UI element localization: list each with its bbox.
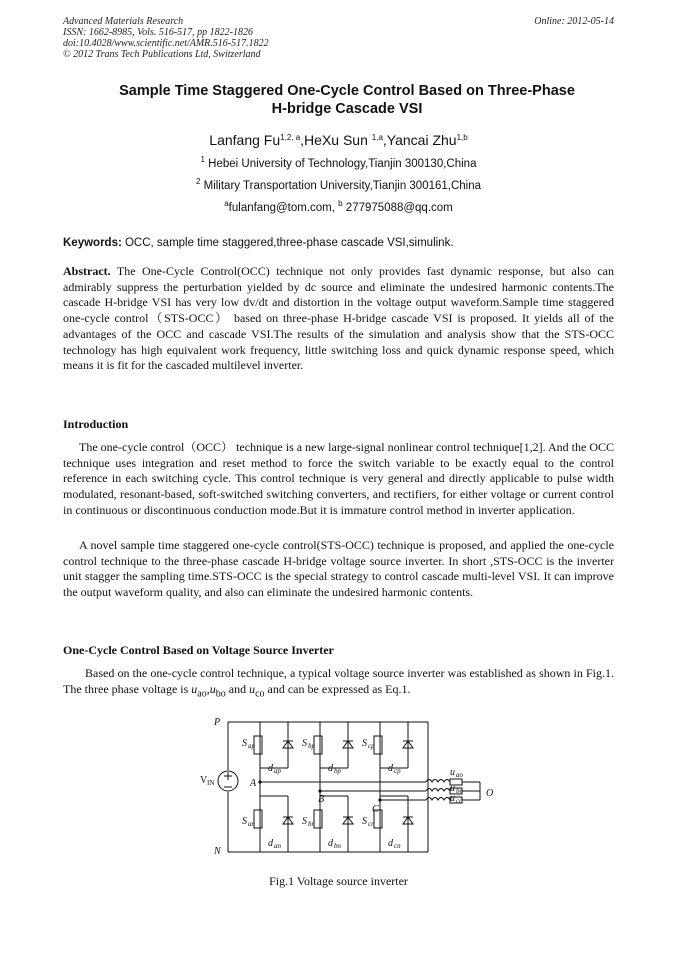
affiliation-2 <box>63 179 614 193</box>
phase-leg-a <box>254 722 293 852</box>
label-sub: bo <box>456 787 463 795</box>
label-dap: d <box>268 763 273 774</box>
label-sub: bp <box>334 767 341 775</box>
copyright: © 2012 Trans Tech Publications Ltd, Switzerland <box>63 49 261 60</box>
keywords-text: OCC, sample time staggered,three-phase cascade VSI,simulink. <box>121 237 454 249</box>
figure-1-inverter-circuit <box>190 712 510 862</box>
email-a[interactable]: fulanfang@tom.com, <box>228 202 339 214</box>
paper-title <box>80 82 614 118</box>
label-sub: ap <box>248 742 255 750</box>
label-sub: cp <box>368 742 375 750</box>
label-uao: u <box>450 767 455 778</box>
label-P: P <box>214 717 221 728</box>
inductor-b <box>426 789 450 792</box>
affiliation-sup: 1 <box>200 155 205 164</box>
label-sap: S <box>242 738 247 749</box>
label-sbn: S <box>302 816 307 827</box>
label-scp: S <box>362 738 367 749</box>
keywords-label: Keywords: <box>63 237 122 249</box>
title-line-2: H-bridge Cascade VSI <box>271 101 423 117</box>
label-B: B <box>318 794 325 805</box>
var-sub: co <box>255 688 265 700</box>
author-name: ,Yancai Zhu <box>382 132 457 148</box>
title-line-1: Sample Time Staggered One-Cycle Control Based on Three-Phase <box>119 83 575 99</box>
var-sub: bo <box>215 688 226 700</box>
label-sub: co <box>456 797 463 805</box>
label-O: O <box>486 788 494 799</box>
affiliation-text: Hebei University of Technology,Tianjin 300130,China <box>204 158 477 170</box>
label-dcn: d <box>388 838 393 849</box>
label-sub: cn <box>368 820 375 828</box>
email-sup: b <box>338 199 343 208</box>
label-sub: ap <box>274 767 281 775</box>
text-run: and <box>225 681 250 696</box>
author-emails <box>63 201 614 215</box>
label-C: C <box>372 804 379 815</box>
var-u: u <box>191 681 198 696</box>
phase-leg-b <box>314 722 353 852</box>
text-run: Based on the one-cycle control technique, a typical voltage source inverter was established as shown in Fig.1. The three phase voltage is <box>63 666 614 696</box>
var-u: u <box>209 681 216 696</box>
author-name: ,HeXu Sun <box>300 132 372 148</box>
author-affil-sup: 1,b <box>456 133 468 142</box>
label-ubo: u <box>450 783 455 794</box>
author-list <box>63 131 614 149</box>
label-A: A <box>250 778 257 789</box>
var-u: u <box>249 681 256 696</box>
issn: ISSN: 1662-8985, Vols. 516-517, pp 1822-1826 <box>63 27 253 38</box>
abstract <box>63 264 614 374</box>
keywords <box>63 236 614 250</box>
phase-leg-c <box>374 722 428 852</box>
intro-paragraph-2: A novel sample time staggered one-cycle control(STS-OCC) technique is proposed, and applied the one-cycle control technique to the three-phase cascade H-bridge voltage source inverter. In short ,STS-OCC is the inverter unit stagger the sampling time.STS-OCC is the special strategy to control cascade multi-level VSI. It can improve the output waveform quality, and also can eliminate the undesired harmonic contents. <box>63 538 614 600</box>
label-sub: bn <box>334 842 341 850</box>
affiliation-1 <box>63 157 614 171</box>
label-scn: S <box>362 816 367 827</box>
author-affil-sup: 1,a <box>371 133 383 142</box>
email-b[interactable]: 277975088@qq.com <box>342 202 453 214</box>
inductor-a <box>426 780 450 783</box>
label-sub: cn <box>394 842 401 850</box>
label-sub: cp <box>394 767 401 775</box>
label-sub: an <box>274 842 281 850</box>
intro-paragraph-1: The one-cycle control（OCC） technique is a new large-signal nonlinear control technique[1,2]. And the OCC technique uses integration and reset method to force the switch variable to be exactly equal to the control reference in each switching cycle. This control technique is very general and directly applicable to pulse width modulated, resonant-based, soft-switched switching converters, and rectifiers, for either voltage or current control in continuous or discontinuous conduction mode.But it is immature control method in inverter application. <box>63 440 614 517</box>
figure-1-caption: Fig.1 Voltage source inverter <box>269 874 408 888</box>
text-run: and can be expressed as Eq.1. <box>264 681 411 696</box>
doi: doi:10.4028/www.scientific.net/AMR.516-517.1822 <box>63 38 269 49</box>
affiliation-text: Military Transportation University,Tianjin 300161,China <box>200 180 482 192</box>
inductor-c <box>426 798 450 801</box>
label-dcp: d <box>388 763 393 774</box>
author-name: Lanfang Fu <box>209 132 281 148</box>
label-uco: u <box>450 793 455 804</box>
abstract-label: Abstract. <box>63 264 111 278</box>
label-sub: an <box>248 820 255 828</box>
abstract-text: The One-Cycle Control(OCC) technique not only provides fast dynamic response, but also can admirably suppress the perturbation yielded by dc source and eliminate the undesired harmonic contents.The cascade H-bridge VSI has very low dv/dt and distortion in the voltage output waveform.Sample time staggered one-cycle control（STS-OCC） based on three-phase H-bridge cascade VSI is proposed. It yields all of the advantages of the OCC and cascade VSI.The results of the simulation and analysis show that the STS-OCC technology has high equivalent work frequency, little switching loss and quick dynamic response speed, which means it is fit for the cascaded multilevel inverter. <box>63 264 614 373</box>
label-sbp: S <box>302 738 307 749</box>
affiliation-sup: 2 <box>195 177 201 186</box>
email-sup: a <box>224 199 229 208</box>
label-N: N <box>214 846 221 857</box>
journal-header <box>63 16 269 60</box>
label-vin-sub: IN <box>207 779 215 787</box>
section-heading-introduction: Introduction <box>63 417 129 431</box>
section2-paragraph-1 <box>63 666 614 702</box>
journal-name: Advanced Materials Research <box>63 16 184 27</box>
var-sub: ao <box>197 688 207 700</box>
label-dan: d <box>268 838 273 849</box>
author-affil-sup: 1,2, a <box>280 133 301 142</box>
label-sub: bp <box>308 742 315 750</box>
label-dbn: d <box>328 838 333 849</box>
label-dbp: d <box>328 763 333 774</box>
label-vin: V <box>200 775 208 786</box>
label-san: S <box>242 816 247 827</box>
label-sub: bn <box>308 820 315 828</box>
section-heading-occ-vsi: One-Cycle Control Based on Voltage Source Inverter <box>63 643 334 657</box>
label-sub: ao <box>456 771 463 779</box>
circuit-diagram <box>190 712 510 862</box>
online-date: Online: 2012-05-14 <box>534 16 614 27</box>
text-run: , <box>206 681 210 696</box>
